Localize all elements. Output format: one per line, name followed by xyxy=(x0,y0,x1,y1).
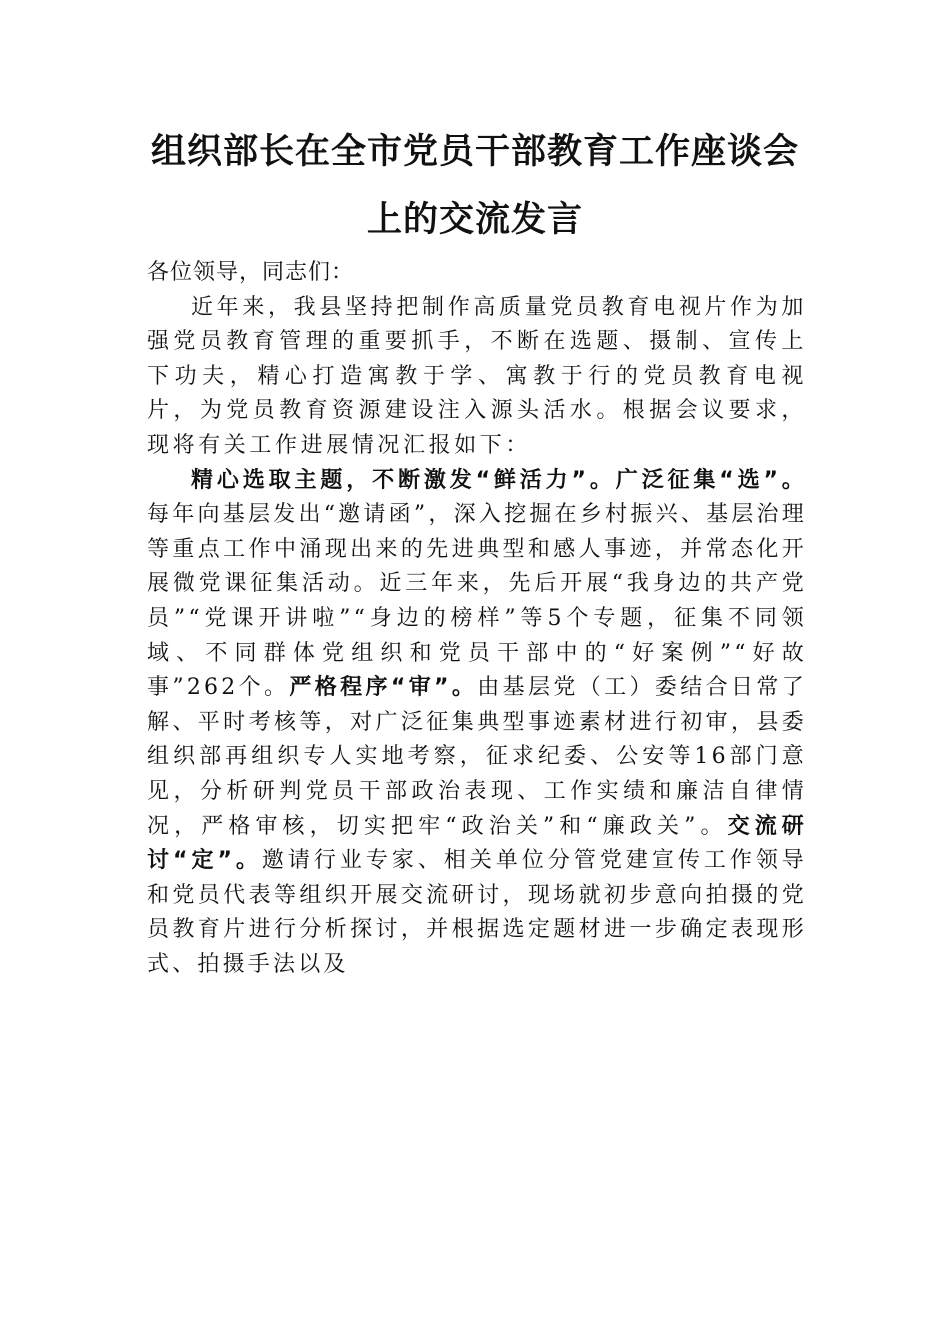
section-1-sub2-text: 由基层党（工）委结合日常了解、平时考核等，对广泛征集典型事迹素材进行初审，县委组织部再组织专人实地考察，征求纪委、公安等16部门意见，分析研判党员干部政治表现、工作实绩和廉洁自律情况，严格审核，切实把牢“政治关”和“廉政关”。 xyxy=(147,675,807,839)
document-body xyxy=(147,256,807,982)
section-1-sub1-heading: 广泛征集“选”。 xyxy=(615,467,807,493)
document-title-line-2: 上的交流发言 xyxy=(366,200,583,240)
section-1-sub3-heading: 交流研讨“定”。 xyxy=(147,813,808,874)
salutation: 各位领导，同志们： xyxy=(147,260,355,285)
section-1-sub1-text: 每年向基层发出“邀请函”，深入挖掘在乡村振兴、基层治理等重点工作中涌现出来的先进典型和感人事迹，并常态化开展微党课征集活动。近三年来，先后开展“我身边的共产党员”“党课开讲啦”“身边的榜样”等5个专题，征集不同领域、不同群体党组织和党员干部中的“好案例”“好故事”262个。 xyxy=(147,502,807,701)
section-1-paragraph xyxy=(147,464,807,983)
document-title-line-1: 组织部长在全市党员干部教育工作座谈会 xyxy=(150,132,799,172)
intro-paragraph: 近年来，我县坚持把制作高质量党员教育电视片作为加强党员教育管理的重要抓手，不断在选题、摄制、宣传上下功夫，精心打造寓教于学、寓教于行的党员教育电视片，为党员教育资源建设注入源头活水。根据会议要求，现将有关工作进展情况汇报如下： xyxy=(147,294,807,458)
section-1-sub2-heading: 严格程序“审”。 xyxy=(289,675,478,701)
section-1-heading: 精心选取主题，不断激发“鲜活力”。 xyxy=(191,467,616,493)
section-1-sub3-text: 邀请行业专家、相关单位分管党建宣传工作领导和党员代表等组织开展交流研讨，现场就初步意向拍摄的党员教育片进行分析探讨，并根据选定题材进一步确定表现形式、拍摄手法以及 xyxy=(147,848,808,977)
